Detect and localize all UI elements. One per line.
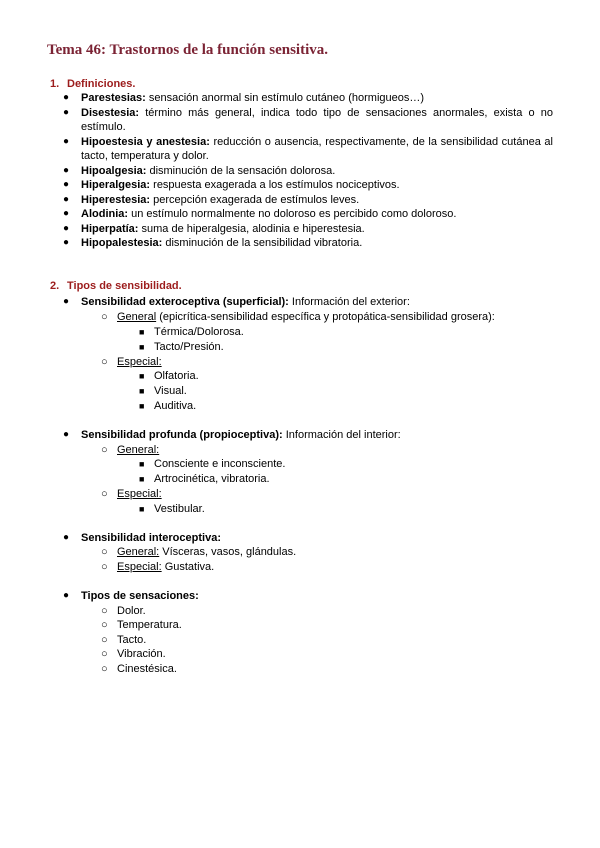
sub-item: Tacto. (117, 634, 147, 646)
circle-bullet-icon: ○ (101, 663, 108, 675)
sub-item: General (epicrítica-sensibilidad específica y protopática-sensibilidad grosera): (117, 311, 495, 323)
sub-item: Especial: (117, 488, 162, 500)
section-2-number: 2. (50, 280, 60, 292)
square-bullet-icon: ■ (139, 342, 145, 352)
sensibility-type: Sensibilidad interoceptiva: (81, 532, 221, 544)
definition-item-cont: estímulo. (81, 121, 126, 133)
square-bullet-icon: ■ (139, 327, 145, 337)
sensibility-type: Tipos de sensaciones: (81, 590, 199, 602)
sub-item: Vibración. (117, 648, 166, 660)
sensibility-type: Sensibilidad exteroceptiva (superficial): Información del exterior: (81, 296, 410, 308)
page-title: Tema 46: Trastornos de la función sensitiva. (47, 42, 328, 58)
circle-bullet-icon: ○ (101, 311, 108, 323)
section-1-title: Definiciones. (67, 78, 136, 90)
definition-item: Parestesias: sensación anormal sin estímulo cutáneo (hormigueos…) (81, 92, 425, 104)
bullet-icon: ● (63, 208, 70, 219)
section-2-title: Tipos de sensibilidad. (67, 280, 182, 292)
sub-item: Cinestésica. (117, 663, 177, 675)
bullet-icon: ● (63, 92, 70, 103)
circle-bullet-icon: ○ (101, 444, 108, 456)
bullet-icon: ● (63, 532, 70, 543)
section-2-heading (50, 280, 182, 292)
sub-item: General: Vísceras, vasos, glándulas. (117, 546, 297, 558)
sub-sub-item: Consciente e inconsciente. (154, 458, 286, 470)
section-1-number: 1. (50, 78, 60, 90)
square-bullet-icon: ■ (139, 459, 145, 469)
sub-sub-item: Visual. (154, 385, 187, 397)
circle-bullet-icon: ○ (101, 546, 108, 558)
sub-sub-item: Olfatoria. (154, 370, 199, 382)
square-bullet-icon: ■ (139, 371, 145, 381)
circle-bullet-icon: ○ (101, 648, 108, 660)
circle-bullet-icon: ○ (101, 634, 108, 646)
bullet-icon: ● (63, 429, 70, 440)
circle-bullet-icon: ○ (101, 561, 108, 573)
sub-item: Dolor. (117, 605, 146, 617)
bullet-icon: ● (63, 136, 70, 147)
sub-sub-item: Tacto/Presión. (154, 341, 224, 353)
bullet-icon: ● (63, 194, 70, 205)
sub-sub-item: Auditiva. (154, 400, 197, 412)
definition-item: Hipoestesia y anestesia: reducción o ausencia, respectivamente, de la sensibilidad cutánea al (81, 136, 553, 148)
section-1-heading (50, 78, 135, 90)
circle-bullet-icon: ○ (101, 619, 108, 631)
bullet-icon: ● (63, 107, 70, 118)
square-bullet-icon: ■ (139, 474, 145, 484)
definition-item-cont: tacto, temperatura y dolor. (81, 150, 209, 162)
definition-item: Hiperestesia: percepción exagerada de estímulos leves. (81, 194, 360, 206)
sub-sub-item: Vestibular. (154, 503, 205, 515)
bullet-icon: ● (63, 237, 70, 248)
definition-item: Alodinia: un estímulo normalmente no doloroso es percibido como doloroso. (81, 208, 457, 220)
sub-item: Especial: Gustativa. (117, 561, 215, 573)
square-bullet-icon: ■ (139, 504, 145, 514)
circle-bullet-icon: ○ (101, 356, 108, 368)
circle-bullet-icon: ○ (101, 605, 108, 617)
sub-sub-item: Artrocinética, vibratoria. (154, 473, 270, 485)
definition-item: Hiperpatía: suma de hiperalgesia, alodinia e hiperestesia. (81, 223, 365, 235)
definition-item: Disestesia: término más general, indica todo tipo de sensaciones anormales, exista o no (81, 107, 553, 119)
sub-sub-item: Térmica/Dolorosa. (154, 326, 244, 338)
bullet-icon: ● (63, 590, 70, 601)
square-bullet-icon: ■ (139, 401, 145, 411)
circle-bullet-icon: ○ (101, 488, 108, 500)
sensibility-type: Sensibilidad profunda (propioceptiva): Información del interior: (81, 429, 401, 441)
bullet-icon: ● (63, 165, 70, 176)
square-bullet-icon: ■ (139, 386, 145, 396)
sub-item: Temperatura. (117, 619, 182, 631)
bullet-icon: ● (63, 179, 70, 190)
definition-item: Hipopalestesia: disminución de la sensibilidad vibratoria. (81, 237, 363, 249)
bullet-icon: ● (63, 296, 70, 307)
definition-item: Hipoalgesia: disminución de la sensación dolorosa. (81, 165, 336, 177)
sub-item: Especial: (117, 356, 162, 368)
definition-item: Hiperalgesia: respuesta exagerada a los estímulos nociceptivos. (81, 179, 400, 191)
bullet-icon: ● (63, 223, 70, 234)
sub-item: General: (117, 444, 160, 456)
